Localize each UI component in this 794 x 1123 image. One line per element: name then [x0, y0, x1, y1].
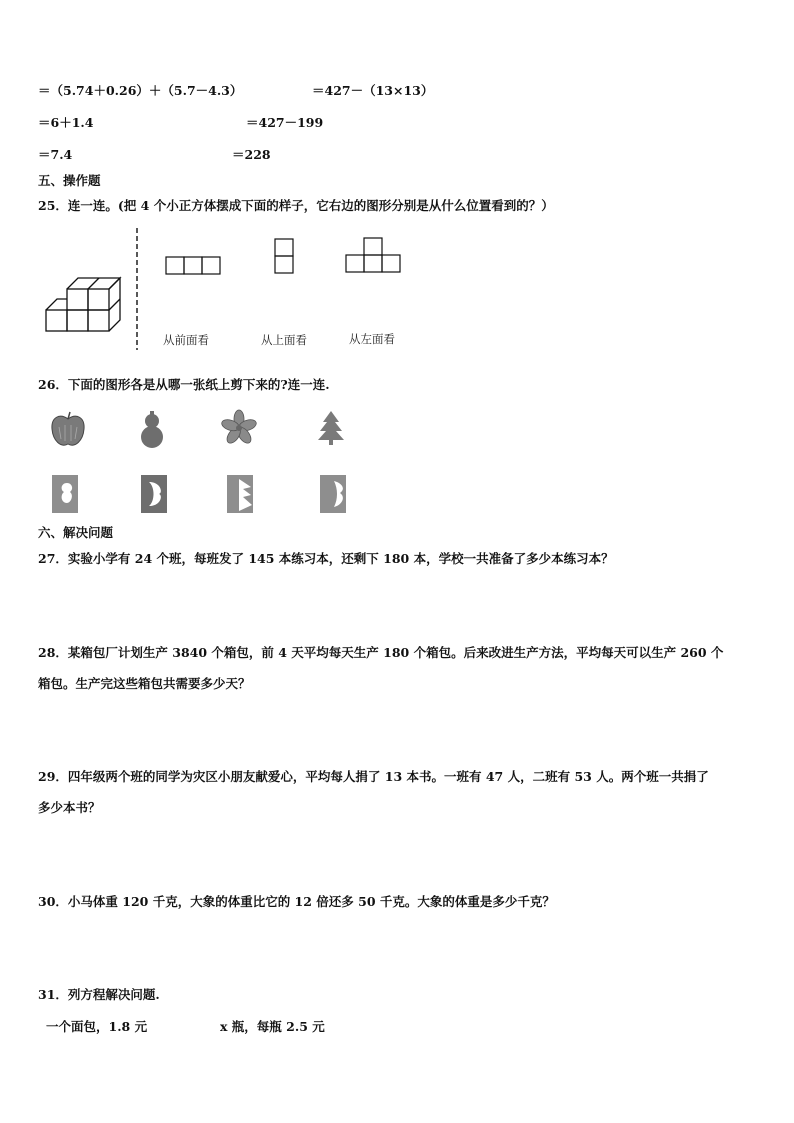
cube-stack-figure: [40, 270, 130, 335]
calc-line-1b: ＝427－（13×13）: [312, 83, 434, 98]
calc-line-2b: ＝427－199: [246, 115, 324, 130]
question-29-line-2: 多少本书？: [38, 800, 101, 815]
view-label-front: 从前面看: [163, 333, 209, 347]
paper-cutout-1: [50, 473, 80, 515]
calc-line-1a: ＝（5.74＋0.26）＋（5.7－4.3）: [38, 83, 243, 98]
view-label-left: 从左面看: [349, 332, 395, 346]
view-shape-t: [345, 237, 403, 275]
calc-line-3b: ＝228: [232, 147, 271, 162]
view-label-top: 从上面看: [261, 333, 307, 347]
question-27-text: 27．实验小学有 24 个班，每班发了 145 本练习本，还剩下 180 本，学校一共准备了多少本练习本？: [38, 551, 614, 566]
calc-line-3a: ＝7.4: [38, 147, 73, 162]
view-shape-two-stacked: [274, 238, 296, 276]
dashed-divider: [135, 228, 139, 350]
question-26-text: 26．下面的图形各是从哪一张纸上剪下来的?连一连.: [38, 377, 330, 392]
paper-cutout-2: [139, 473, 169, 515]
apple-shape: [50, 411, 86, 449]
question-28-line-2: 箱包。生产完这些箱包共需要多少天？: [38, 676, 251, 691]
calc-line-2a: ＝6＋1.4: [38, 115, 94, 130]
flower-shape: [220, 410, 258, 446]
question-30-text: 30．小马体重 120 千克，大象的体重比它的 12 倍还多 50 千克。大象的体重是多少千克？: [38, 894, 555, 909]
paper-cutout-3: [225, 473, 255, 515]
question-28-line-1: 28．某箱包厂计划生产 3840 个箱包，前 4 天平均每天生产 180 个箱包。后来改进生产方法，平均每天可以生产 260 个: [38, 645, 724, 660]
gourd-shape: [137, 410, 167, 450]
section-5-title: 五、操作题: [38, 173, 101, 188]
paper-cutout-4: [318, 473, 348, 515]
question-31-item-2: x 瓶，每瓶 2.5 元: [220, 1019, 325, 1034]
question-31-text: 31．列方程解决问题.: [38, 987, 160, 1002]
question-31-item-1: 一个面包，1.8 元: [46, 1019, 148, 1034]
view-shape-three-row: [165, 256, 223, 276]
section-6-title: 六、解决问题: [38, 525, 114, 540]
question-25-text: 25．连一连。(把 4 个小正方体摆成下面的样子，它右边的图形分别是从什么位置看到的？）: [38, 198, 554, 213]
tree-shape: [316, 410, 346, 446]
question-29-line-1: 29．四年级两个班的同学为灾区小朋友献爱心，平均每人捐了 13 本书。一班有 47 人，二班有 53 人。两个班一共捐了: [38, 769, 709, 784]
